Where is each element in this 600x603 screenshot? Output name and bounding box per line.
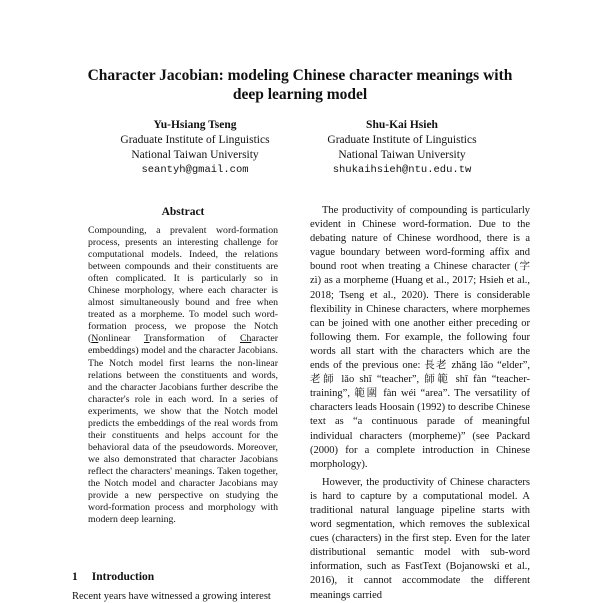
abstract-text-ch-rest: aracter embeddings) model and the character Jacobians. The Notch model first learns the non-linear relations between the constituents and words, and the character Jacobians further describe the character's role in each word. In a series of experiments, we show that the Notch model predicts the embeddings of the real words from their constituents and helps account for the behavioral data of the pseudowords. Moreover, we also demonstrated that character Jacobians reflect the characters' meanings. Taken together, the Notch model and character Jacobians may provide a new perspective on studying the word-formation process and morphology with modern deep learning. — [88, 333, 279, 526]
abstract-text-part-1: Compounding, a prevalent word-formation process, presents an interesting challenge for computational models. Indeed, the relations between compounds and their constituents are often complicated. It is particularly so in Chinese morphology, where each character is almost simultaneously bound and free when treated as a morpheme. To model such word-formation process, we propose the Notch ( — [88, 225, 278, 345]
author-university: National Taiwan University — [131, 149, 259, 161]
author-email[interactable]: seantyh@gmail.com — [141, 164, 249, 176]
introduction-first-line: Recent years have witnessed a growing interest — [72, 591, 271, 602]
author-name: Shu-Kai Hsieh — [366, 119, 438, 131]
section-title: Introduction — [91, 571, 155, 583]
author-institute: Graduate Institute of Linguistics — [120, 134, 270, 146]
paper-title — [40, 66, 560, 104]
paragraph-computational-challenge: However, the productivity of Chinese characters is hard to capture by a computational model. A traditional natural language pipeline starts with word segmentation, which removes the sublexical cues (characters) in the first step. Even for the later distributional semantic model with sub-word information, such as FastText (Bojanowski et al., 2016), it cannot accommodate the different meanings carried — [310, 476, 530, 601]
section-number: 1 — [72, 571, 78, 583]
paper-title-line-2: deep learning model — [232, 86, 368, 103]
author-block-1 — [95, 118, 295, 178]
paragraph-compounding-productivity: The productivity of compounding is particularly evident in Chinese word-formation. Due to the debating nature of Chinese wordhood, there is a vague boundary between word-forming affix and bound root when treating a Chinese character (字 zì) as a morpheme (Huang et al., 2017; Hsieh et al., 2018; Tseng et al., 2020). There is considerable flexibility in Chinese characters, where morphemes can be joined with one another either preceding or following them. For example, the following four words all start with the characters which are the ends of the previous one: 長老 zhǎng lǎo “elder”, 老師 lǎo shī “teacher”, 師範 shī fàn “teacher-training”, 範圍 fàn wéi “area”. The versatility of characters leads Hoosain (1992) to describe Chinese text as “a continuous parade of meaningful individual characters (morpheme)” (see Packard (2000) for a complete introduction in Chinese morphology). — [310, 205, 530, 470]
acronym-letter-n: N — [91, 333, 99, 345]
right-column-body — [310, 204, 530, 603]
abstract-text-n-rest: onlinear — [98, 333, 144, 345]
acronym-letter-t: T — [143, 333, 150, 345]
abstract-heading: Abstract — [161, 206, 205, 218]
author-name: Yu-Hsiang Tseng — [153, 119, 237, 131]
abstract-text-t-rest: ransformation of — [149, 333, 240, 345]
acronym-letters-ch: Ch — [239, 333, 252, 345]
abstract-body — [88, 225, 278, 526]
author-block-2 — [292, 118, 512, 178]
author-university: National Taiwan University — [338, 149, 466, 161]
paper-title-line-1: Character Jacobian: modeling Chinese character meanings with — [87, 67, 513, 84]
section-heading-introduction — [72, 571, 292, 583]
author-email[interactable]: shukaihsieh@ntu.edu.tw — [332, 164, 472, 176]
author-institute: Graduate Institute of Linguistics — [327, 134, 477, 146]
